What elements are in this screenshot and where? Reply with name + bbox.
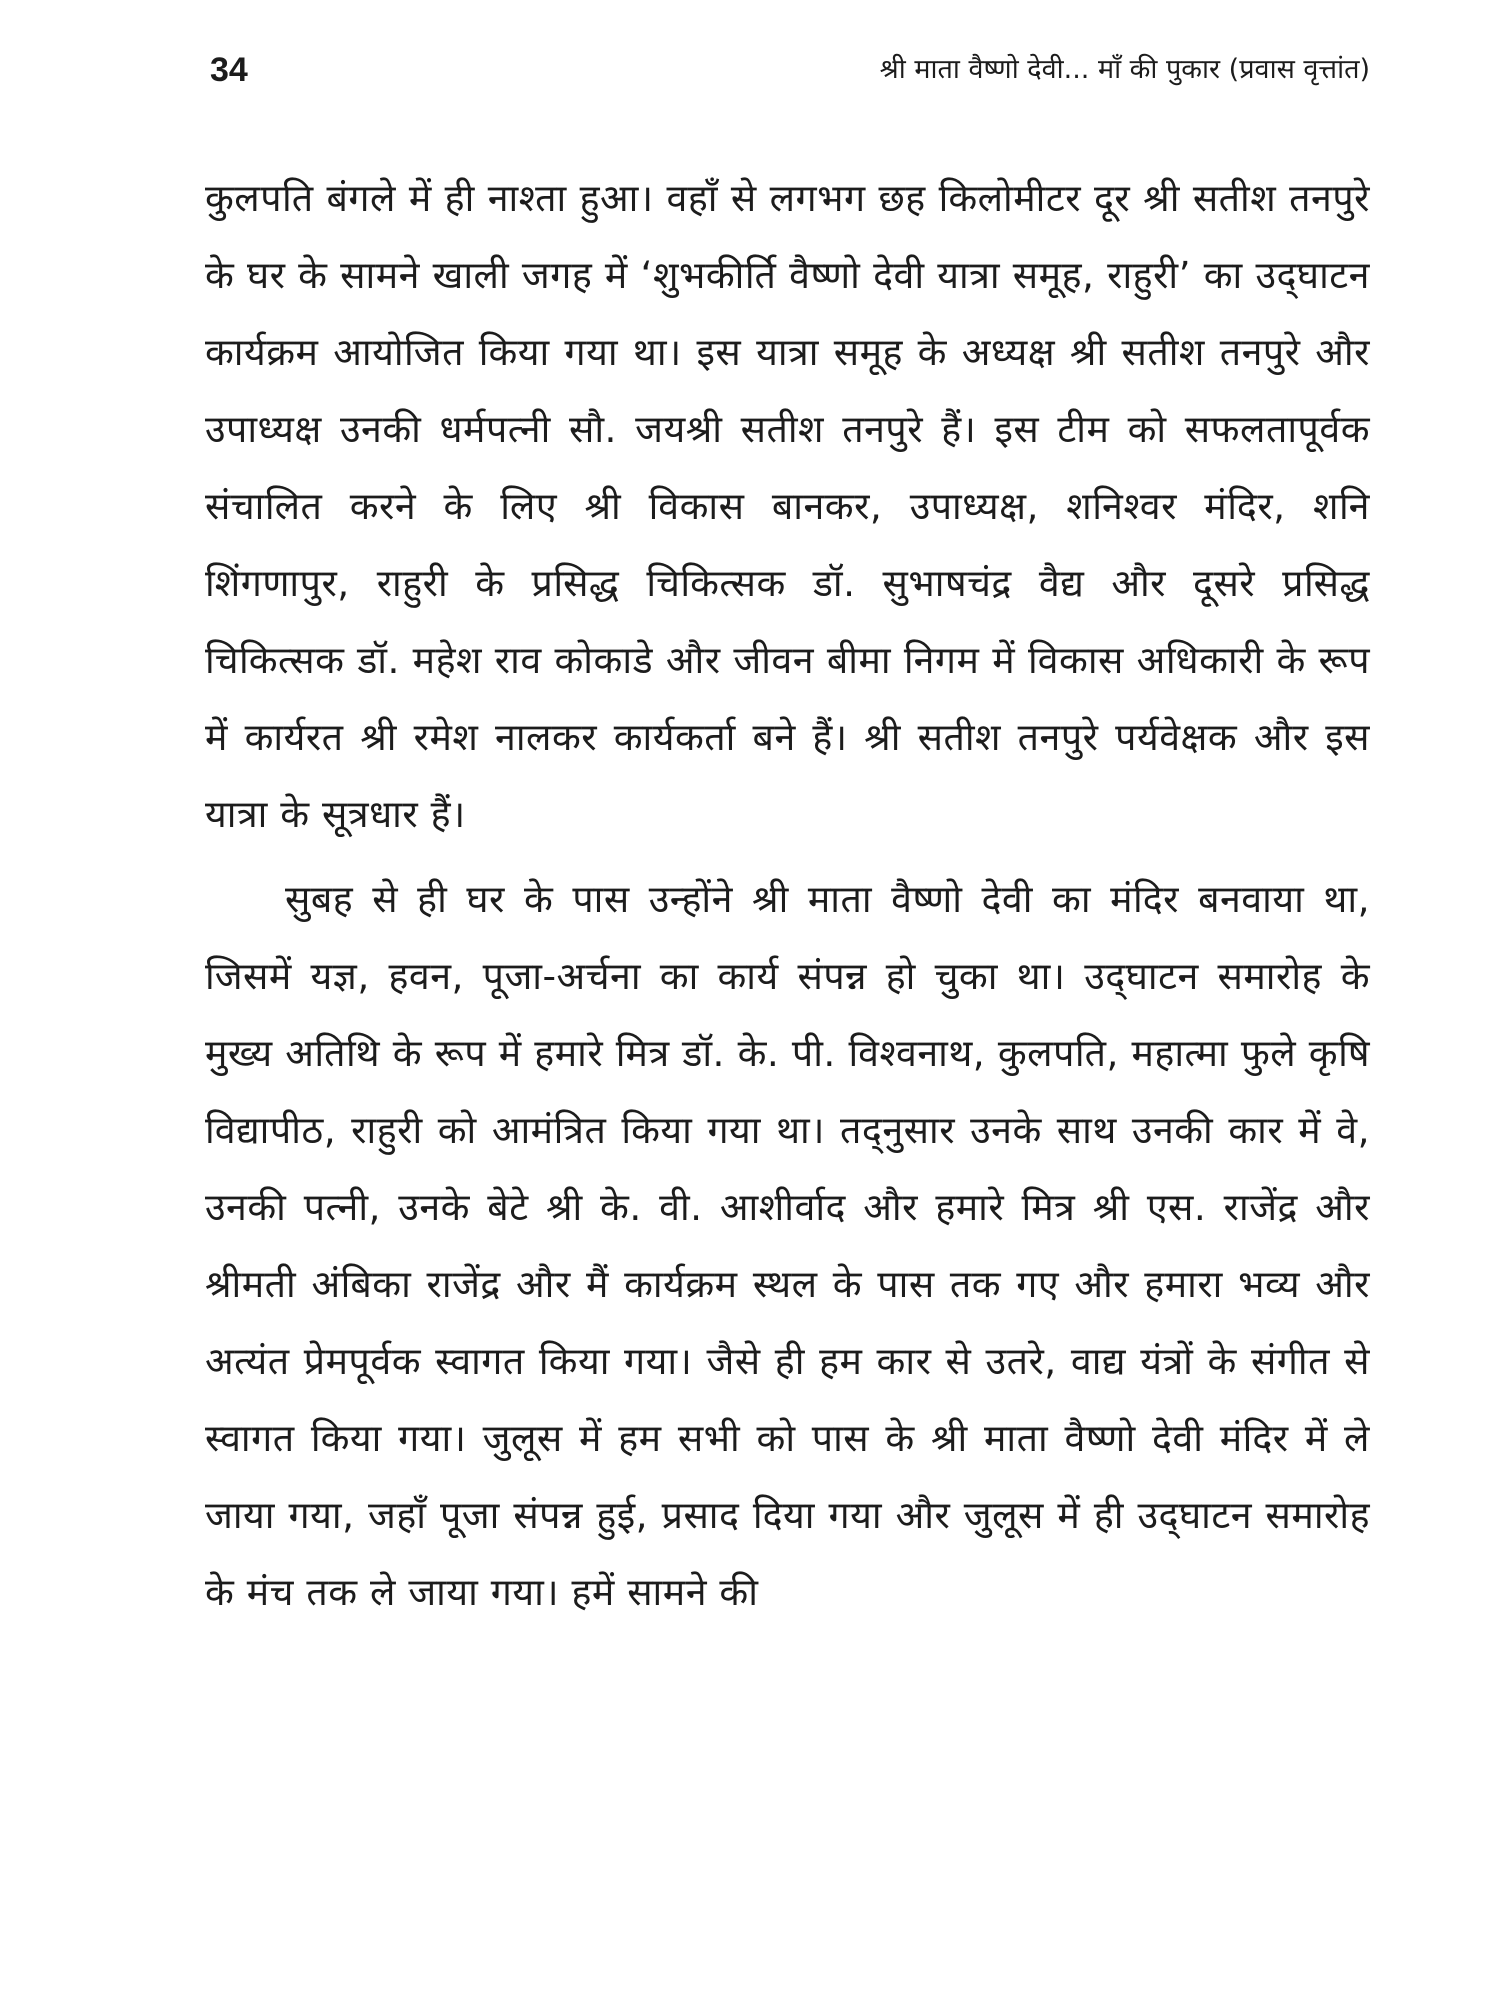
page-header [210,48,1370,98]
paragraph-2: सुबह से ही घर के पास उन्होंने श्री माता वैष्णो देवी का मंदिर बनवाया था, जिसमें यज्ञ, हवन, पूजा-अर्चना का कार्य संपन्न हो चुका था। उद्‌घाटन समारोह के मुख्य अतिथि के रूप में हमारे मित्र डॉ. के. पी. विश्वनाथ, कुलपति, महात्मा फुले कृषि विद्यापीठ, राहुरी को आमंत्रित किया गया था। तद्‌नुसार उनके साथ उनकी कार में वे, उनकी पत्नी, उनके बेटे श्री के. वी. आशीर्वाद और हमारे मित्र श्री एस. राजेंद्र और श्रीमती अंबिका राजेंद्र और मैं कार्यक्रम स्थल के पास तक गए और हमारा भव्य और अत्यंत प्रेमपूर्वक स्वागत किया गया। जैसे ही हम कार से उतरे, वाद्य यंत्रों के संगीत से स्वागत किया गया। जुलूस में हम सभी को पास के श्री माता वैष्णो देवी मंदिर में ले जाया गया, जहाँ पूजा संपन्न हुई, प्रसाद दिया गया और जुलूस में ही उद्‌घाटन समारोह के मंच तक ले जाया गया। हमें सामने की [205,877,1370,1614]
page-number: 34 [210,51,248,89]
paragraph-1: कुलपति बंगले में ही नाश्ता हुआ। वहाँ से लगभग छह किलोमीटर दूर श्री सतीश तनपुरे के घर के सामने खाली जगह में ‘शुभकीर्ति वैष्णो देवी यात्रा समूह, राहुरी’ का उद्‌घाटन कार्यक्रम आयोजित किया गया था। इस यात्रा समूह के अध्यक्ष श्री सतीश तनपुरे और उपाध्यक्ष उनकी धर्मपत्नी सौ. जयश्री सतीश तनपुरे हैं। इस टीम को सफलतापूर्वक संचालित करने के लिए श्री विकास बानकर, उपाध्यक्ष, शनिश्वर मंदिर, शनि शिंगणापुर, राहुरी के प्रसिद्ध चिकित्सक डॉ. सुभाषचंद्र वैद्य और दूसरे प्रसिद्ध चिकित्सक डॉ. महेश राव कोकाडे और जीवन बीमा निगम में विकास अधिकारी के रूप में कार्यरत श्री रमेश नालकर कार्यकर्ता बने हैं। श्री सतीश तनपुरे पर्यवेक्षक और इस यात्रा के सूत्रधार हैं। [205,176,1370,836]
page-body [205,160,1370,1631]
running-title: श्री माता वैष्णो देवी... माँ की पुकार (प्रवास वृत्तांत) [879,54,1370,85]
